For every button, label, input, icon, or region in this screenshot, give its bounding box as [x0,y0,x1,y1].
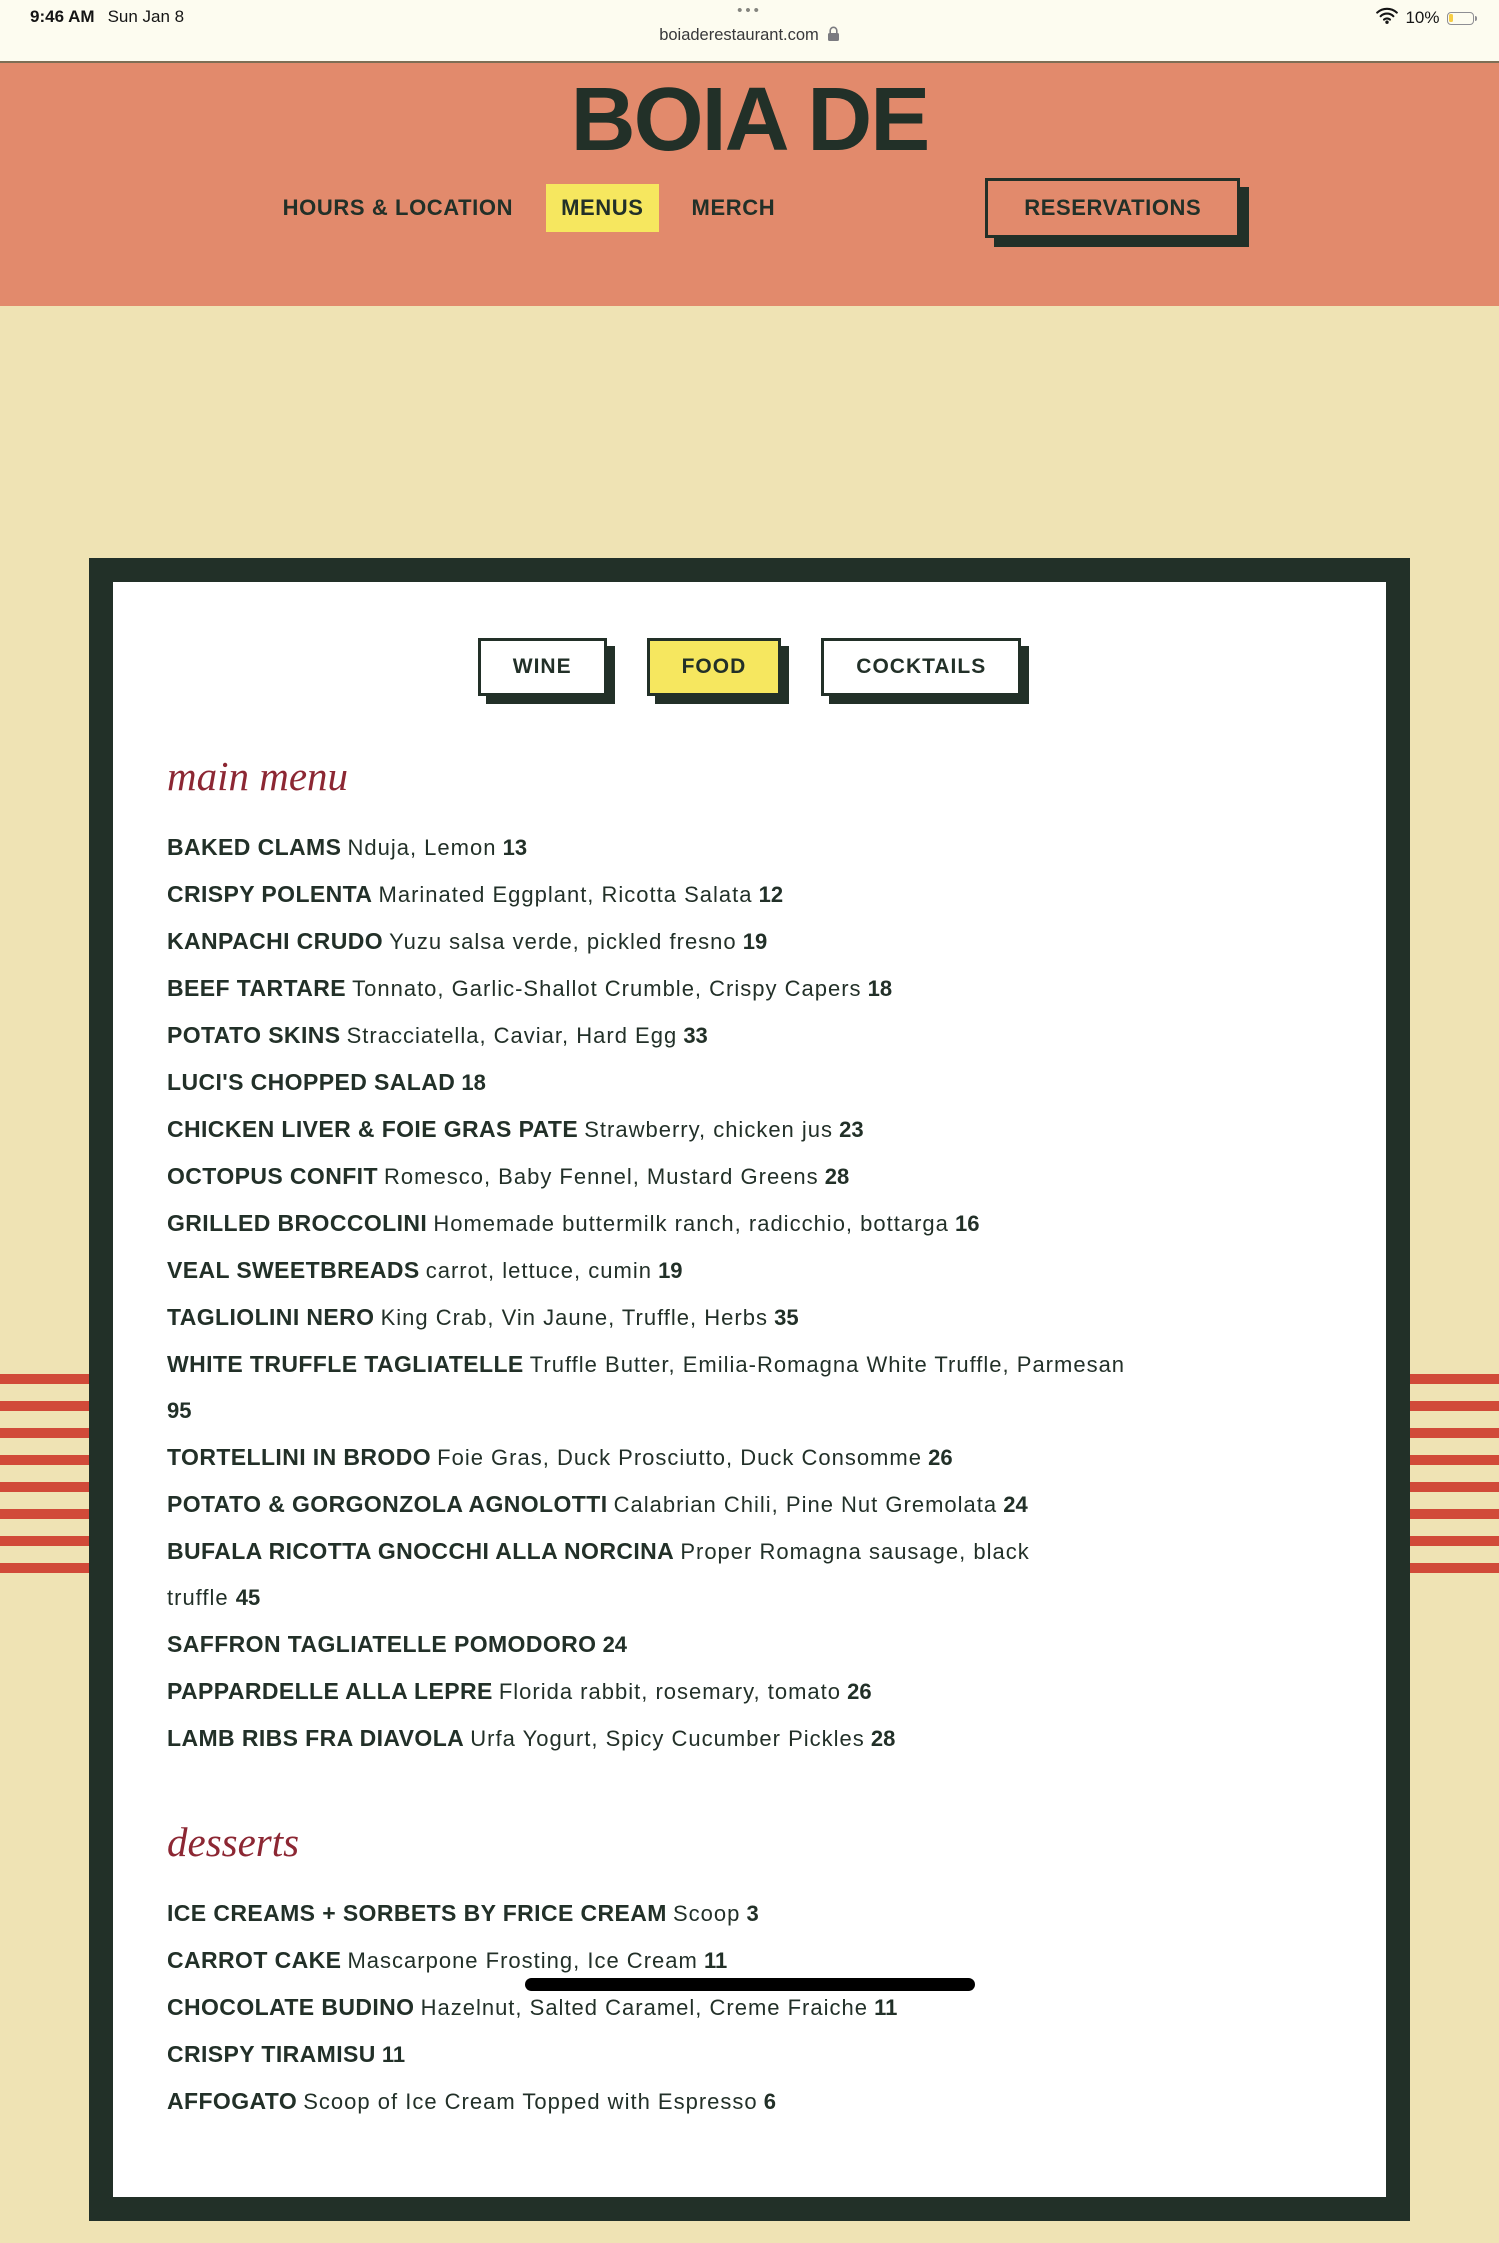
section-heading: main menu [167,753,349,799]
menu-item-name: AFFOGATO [167,2088,298,2114]
status-right [1376,7,1477,29]
menu-item-desc: Calabrian Chili, Pine Nut Gremolata [613,1492,998,1517]
menu-item [167,1012,1287,1059]
lock-icon [827,26,840,47]
tab-wine[interactable]: WINE [478,638,607,696]
menu-item [167,1528,1287,1621]
menu-item [167,965,1287,1012]
red-stripe [0,1374,90,1384]
menu-item-name: VEAL SWEETBREADS [167,1257,420,1283]
site-url[interactable]: boiaderestaurant.com [659,26,819,44]
menu-item-price: 33 [683,1023,708,1048]
menu-item [167,824,1287,871]
menu-card [89,558,1410,2221]
menu-item-name: OCTOPUS CONFIT [167,1163,378,1189]
menu-item-name: WHITE TRUFFLE TAGLIATELLE [167,1351,524,1377]
menu-item [167,1200,1287,1247]
menu-item-desc: truffle [167,1585,236,1610]
menu-item-name: POTATO SKINS [167,1022,341,1048]
menu-item-desc: Florida rabbit, rosemary, tomato [498,1679,841,1704]
menu-item-price: 12 [758,882,784,907]
site-header [0,63,1499,306]
red-stripe [1409,1428,1499,1438]
nav-links [259,184,800,232]
nav-link-merch[interactable]: MERCH [691,195,776,220]
menu-item [167,918,1287,965]
menu-item-price: 28 [824,1164,850,1189]
menu-item-price: 11 [381,2042,406,2067]
menu-item-name: CHOCOLATE BUDINO [167,1994,415,2020]
menu-item-desc: Scoop of Ice Cream Topped with Espresso [303,2089,758,2114]
address-bar[interactable] [0,26,1499,47]
menu-item-name: LUCI'S CHOPPED SALAD [167,1069,456,1095]
menu-content [167,752,1287,2125]
menu-item [167,1059,1287,1106]
menu-item [167,871,1287,918]
status-time: 9:46 AM [30,7,95,26]
menu-section [167,752,1287,1762]
red-stripe [0,1428,90,1438]
menu-item [167,1106,1287,1153]
red-stripe [1409,1563,1499,1573]
menu-item-name: GRILLED BROCCOLINI [167,1210,428,1236]
menu-section [167,1818,1287,2125]
menu-item [167,1621,1287,1668]
menu-item-desc: Truffle Butter, Emilia-Romagna White Truffle, Parmesan [529,1352,1126,1377]
nav-link-hours-location[interactable]: HOURS & LOCATION [282,195,514,220]
red-stripe [1409,1536,1499,1546]
pages-ellipsis-icon[interactable]: ••• [737,2,762,19]
menu-item [167,1715,1287,1762]
menu-item [167,1481,1287,1528]
menu-item [167,1294,1287,1341]
menu-item-desc: Proper Romagna sausage, black [680,1539,1030,1564]
red-stripe [1409,1509,1499,1519]
tab-food[interactable]: FOOD [647,638,782,696]
menu-item-name: ICE CREAMS + SORBETS BY FRICE CREAM [167,1900,667,1926]
menu-item [167,2078,1287,2125]
menu-item-price: 19 [742,929,768,954]
tab-cocktails[interactable]: COCKTAILS [821,638,1021,696]
menu-item-desc: Stracciatella, Caviar, Hard Egg [346,1023,678,1048]
menu-item-desc: Romesco, Baby Fennel, Mustard Greens [384,1164,819,1189]
red-stripe [0,1401,90,1411]
red-stripe [0,1536,90,1546]
menu-item [167,1434,1287,1481]
menu-item-desc: Nduja, Lemon [347,835,497,860]
menu-item-desc: Hazelnut, Salted Caramel, Creme Fraiche [420,1995,868,2020]
battery-icon [1447,12,1478,25]
status-date: Sun Jan 8 [107,7,185,26]
nav-link-menus[interactable]: MENUS [546,184,658,232]
stripes-right [1409,1374,1499,1590]
menu-item-name: CARROT CAKE [167,1947,342,1973]
menu-item-name: CRISPY TIRAMISU [167,2041,376,2067]
battery-percent: 10% [1405,8,1440,27]
red-stripe [1409,1482,1499,1492]
stripes-left [0,1374,90,1590]
menu-item-name: KANPACHI CRUDO [167,928,384,954]
menu-item [167,1668,1287,1715]
red-stripe [1409,1401,1499,1411]
menu-item-price: 18 [461,1070,486,1095]
menu-item-desc: Strawberry, chicken jus [584,1117,834,1142]
menu-item-price: 35 [774,1305,799,1330]
menu-item-name: TAGLIOLINI NERO [167,1304,375,1330]
home-indicator-bar[interactable] [525,1978,975,1991]
menu-card-inner [113,582,1386,2197]
menu-list [167,1890,1287,2125]
menu-item-desc: Urfa Yogurt, Spicy Cucumber Pickles [470,1726,865,1751]
menu-item-price: 3 [746,1901,759,1926]
menu-item-desc: Scoop [672,1901,741,1926]
reservations-button[interactable]: RESERVATIONS [985,178,1240,238]
menu-item-price: 13 [502,835,528,860]
menu-item-desc: Homemade buttermilk ranch, radicchio, bottarga [433,1211,949,1236]
menu-item-price: 26 [847,1679,872,1704]
menu-item-price: 28 [870,1726,896,1751]
menu-tabs [167,638,1332,696]
menu-item-desc: Foie Gras, Duck Prosciutto, Duck Consomme [437,1445,922,1470]
menu-item-price: 26 [928,1445,953,1470]
menu-item [167,1937,1287,1984]
menu-list [167,824,1287,1762]
status-bar [0,0,1499,63]
menu-item-name: LAMB RIBS FRA DIAVOLA [167,1725,465,1751]
menu-item-price: 19 [658,1258,683,1283]
section-heading: desserts [167,1819,300,1865]
status-left [30,7,184,27]
menu-item-name: BUFALA RICOTTA GNOCCHI ALLA NORCINA [167,1538,675,1564]
menu-item-name: CHICKEN LIVER & FOIE GRAS PATE [167,1116,579,1142]
site-logo[interactable]: BOIA DE [570,70,929,170]
menu-item-price: 11 [703,1948,728,1973]
menu-item-name: PAPPARDELLE ALLA LEPRE [167,1678,493,1704]
red-stripe [1409,1455,1499,1465]
menu-item-desc: King Crab, Vin Jaune, Truffle, Herbs [380,1305,768,1330]
menu-item [167,2031,1287,2078]
menu-item-price: 24 [602,1632,628,1657]
menu-item-price: 16 [955,1211,980,1236]
menu-item-desc: Tonnato, Garlic-Shallot Crumble, Crispy Capers [352,976,862,1001]
menu-item-name: BEEF TARTARE [167,975,346,1001]
wifi-icon [1376,7,1398,29]
page-body [0,306,1499,2243]
menu-item-desc: Yuzu salsa verde, pickled fresno [389,929,737,954]
menu-item [167,1153,1287,1200]
menu-item-desc: Marinated Eggplant, Ricotta Salata [378,882,753,907]
menu-item-price: 18 [867,976,893,1001]
menu-item [167,1247,1287,1294]
red-stripe [0,1482,90,1492]
menu-item-price: 24 [1003,1492,1028,1517]
menu-item-price: 95 [167,1398,192,1423]
red-stripe [0,1455,90,1465]
menu-item-name: CRISPY POLENTA [167,881,373,907]
red-stripe [0,1563,90,1573]
menu-item-price: 45 [235,1585,261,1610]
menu-item-name: BAKED CLAMS [167,834,342,860]
menu-item-price: 23 [839,1117,864,1142]
header-nav [0,178,1499,238]
red-stripe [0,1509,90,1519]
menu-item-price: 6 [763,2089,776,2114]
menu-item-desc: Mascarpone Frosting, Ice Cream [347,1948,698,1973]
menu-item-name: TORTELLINI IN BRODO [167,1444,432,1470]
menu-item-name: POTATO & GORGONZOLA AGNOLOTTI [167,1491,608,1517]
menu-item-desc: carrot, lettuce, cumin [425,1258,652,1283]
menu-item [167,1890,1287,1937]
menu-item [167,1341,1287,1434]
red-stripe [1409,1374,1499,1384]
menu-item [167,1984,1287,2031]
menu-item-name: SAFFRON TAGLIATELLE POMODORO [167,1631,597,1657]
menu-item-price: 11 [874,1995,898,2020]
